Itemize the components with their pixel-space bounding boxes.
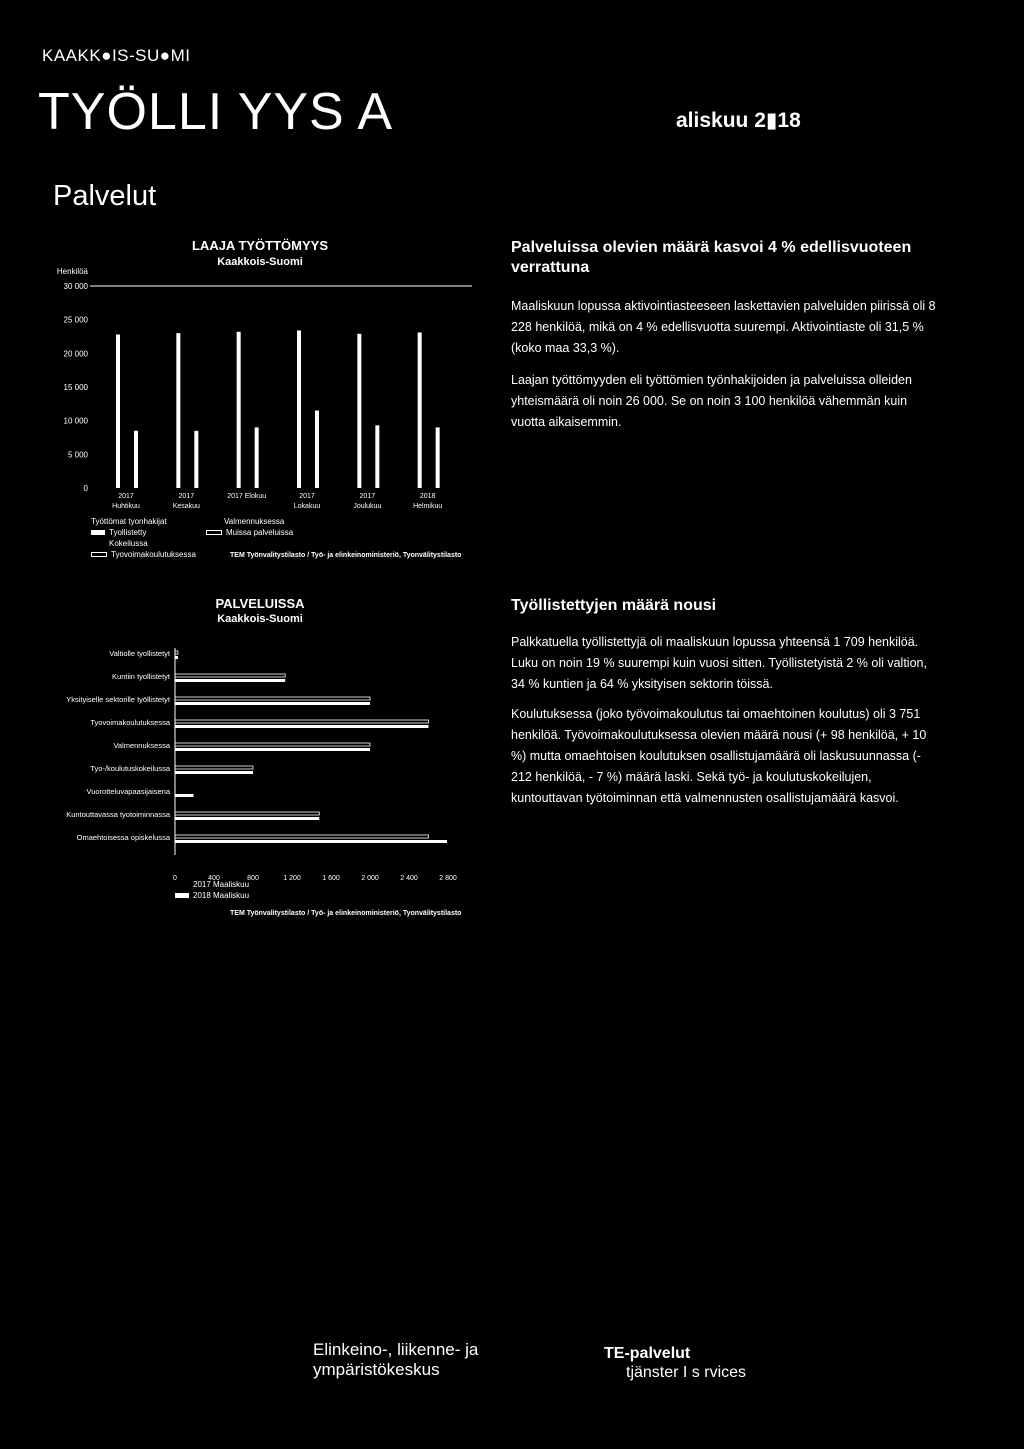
chart2-bar-2017 bbox=[175, 835, 429, 838]
chart1-bar bbox=[176, 333, 180, 488]
chart1-x-tick-label: Kesakuu bbox=[172, 503, 200, 510]
period-label: aliskuu 2▮18 bbox=[676, 109, 801, 132]
chart2-x-tick-label: 0 bbox=[173, 875, 177, 882]
chart2-x-tick-label: 1 600 bbox=[322, 875, 340, 882]
legend-item-training: Tyovoimakoulutuksessa bbox=[91, 549, 211, 560]
chart2-category-label: Yksityiselle sektorille työllistetyt bbox=[66, 695, 170, 704]
text2-paragraph-1: Palkkatuella työllistettyjä oli maaliskuun lopussa yhteensä 1 709 henkilöä. Luku on noin 19 % suurempi kuin vuosi sitten. Työllistetyistä 2 % oli valtion, 34 % kuntien ja 64 % yksityisen sektorin töissä. bbox=[511, 635, 927, 691]
text2-heading: Työllistettyjen määrä nousi bbox=[511, 597, 717, 614]
section-title: Palvelut bbox=[53, 180, 157, 212]
chart1-bar bbox=[255, 427, 259, 488]
chart1-bar bbox=[297, 330, 301, 488]
legend-item-2018: 2018 Maaliskuu bbox=[175, 890, 295, 901]
chart1-bar bbox=[375, 425, 379, 488]
ely-logo-line-2: ympäristökeskus bbox=[313, 1360, 440, 1379]
chart1-subtitle: Kaakkois-Suomi bbox=[217, 256, 303, 268]
chart1-y-unit: Henkilöä bbox=[56, 267, 88, 276]
chart1-y-tick-label: 15 000 bbox=[63, 383, 88, 392]
chart2-bar-2017 bbox=[175, 766, 253, 769]
chart2-title: PALVELUISSA bbox=[215, 596, 305, 611]
chart1-x-tick-label: 2017 bbox=[118, 493, 134, 500]
chart1-y-tick-label: 30 000 bbox=[63, 282, 88, 291]
chart1-bar bbox=[418, 332, 422, 488]
chart1-y-tick-label: 10 000 bbox=[63, 416, 88, 426]
te-logo-line-2: tjänster I s rvices bbox=[626, 1364, 747, 1381]
chart1-y-tick-label: 5 000 bbox=[67, 450, 88, 460]
chart1-bar bbox=[436, 427, 440, 488]
chart2-category-label: Valmennuksessa bbox=[113, 741, 170, 750]
chart2-bar-2017 bbox=[175, 674, 285, 677]
chart2-bar-2018 bbox=[175, 794, 194, 797]
chart2-x-tick-label: 2 400 bbox=[400, 875, 418, 882]
chart2-category-label: Omaehtoisessa opiskelussa bbox=[76, 833, 170, 842]
chart1-y-tick-label: 20 000 bbox=[63, 349, 88, 359]
legend-item-trial: Kokeilussa bbox=[109, 539, 148, 548]
chart2-bar-2017 bbox=[175, 720, 429, 723]
chart1-legend-right bbox=[206, 516, 326, 538]
chart1-title: LAAJA TYÖTTÖMYYS bbox=[191, 238, 329, 253]
text1-heading: Palveluissa olevien määrä kasvoi 4 % edellisvuoteen verrattuna bbox=[511, 239, 912, 276]
chart2-bar-2018 bbox=[175, 656, 178, 659]
chart2-bar-2018 bbox=[175, 840, 447, 843]
chart2-bar-2018 bbox=[175, 702, 370, 705]
chart1-svg bbox=[40, 262, 490, 522]
chart1-legend-left bbox=[91, 516, 211, 560]
chart1-bar bbox=[134, 431, 138, 488]
text1-paragraph-1: Maaliskuun lopussa aktivointiasteeseen laskettavien palveluiden piirissä oli 8 228 henkilöä, mikä on 4 % edellisvuotta suurempi. Aktivointiaste oli 31,5 % (koko maa 33,3 %). bbox=[511, 299, 936, 355]
ely-centre-logo bbox=[313, 1340, 478, 1380]
legend-swatch-open bbox=[91, 552, 107, 557]
chart1-bar bbox=[237, 332, 241, 488]
chart1-bar bbox=[116, 334, 120, 488]
chart2-x-tick-label: 400 bbox=[208, 875, 220, 882]
chart2-bar-2018 bbox=[175, 817, 319, 820]
chart1-bar bbox=[315, 411, 319, 488]
chart2-bar-2018 bbox=[175, 679, 285, 682]
chart1-x-tick-label: 2018 bbox=[419, 493, 436, 500]
chart1-x-tick-label: Lokakuu bbox=[293, 503, 321, 510]
chart1-x-tick-label: Helmikuu bbox=[413, 503, 443, 510]
chart2-x-tick-label: 2 800 bbox=[439, 875, 457, 882]
chart2-x-tick-label: 2 000 bbox=[361, 875, 379, 882]
chart2-category-label: Tyo-/koulutuskokeilussa bbox=[90, 764, 170, 773]
chart1-bar bbox=[357, 334, 361, 488]
chart2-bar-2017 bbox=[175, 697, 370, 700]
chart1-x-tick-label: Joulukuu bbox=[353, 503, 382, 510]
legend-item-unemployed: Työttömat tyonhakijat bbox=[91, 517, 167, 526]
legend-item-other-services: Muissa palveluissa bbox=[206, 527, 326, 538]
chart2-svg bbox=[30, 638, 490, 882]
chart1-y-tick-label: 25 000 bbox=[63, 315, 88, 325]
chart1-y-tick-label: 0 bbox=[83, 484, 88, 493]
chart2-x-tick-label: 800 bbox=[247, 875, 259, 882]
page-title: TYÖLLI YYS A bbox=[38, 83, 394, 141]
chart1-bar bbox=[194, 431, 198, 488]
chart2-bar-2017 bbox=[175, 743, 370, 746]
chart1-x-tick-label: 2017 bbox=[359, 493, 376, 500]
legend-item-employed: Tyollistetty bbox=[91, 527, 211, 538]
legend-item-coaching: Valmennuksessa bbox=[224, 517, 285, 526]
chart2-x-tick-label: 1 200 bbox=[283, 875, 301, 882]
chart2-bar-2018 bbox=[175, 771, 253, 774]
chart2-bar-2018 bbox=[175, 725, 429, 728]
legend-swatch-filled bbox=[91, 530, 105, 535]
te-logo-line-1: TE-palvelut bbox=[604, 1345, 691, 1362]
chart1-x-tick-label: 2017 bbox=[178, 493, 195, 500]
ely-logo-line-1: Elinkeino-, liikenne- ja bbox=[313, 1340, 479, 1359]
chart2-source: TEM Työnvalitystilasto / Työ- ja elinkeinoministeriö, Tyonvälitystilasto bbox=[230, 910, 462, 917]
chart2-legend bbox=[175, 879, 295, 901]
text2-paragraph-2: Koulutuksessa (joko työvoimakoulutus tai omaehtoinen koulutus) oli 3 751 henkilöä. Työvoimakoulutuksessa olevien määrä nousi (+ 98 henkilöä, + 10 %) mutta omaehtoisen koulutuksen osallistujamäärä oli laskusuunnassa (- 212 henkilöä, - 7 %) määrä laski. Sekä työ- ja koulutuskokeilujen, kuntouttavan työtoiminnan että valmennusten osallistujamäärä kasvoi. bbox=[511, 707, 927, 805]
legend-item-2017: 2017 Maaliskuu bbox=[193, 880, 250, 889]
chart1-x-tick-label: Huhtikuu bbox=[112, 503, 140, 510]
chart2-bar-2018 bbox=[175, 748, 370, 751]
chart2-category-label: Kuntouttavassa tyotoiminnassa bbox=[66, 810, 170, 819]
chart1-x-tick-label: 2017 bbox=[299, 493, 315, 500]
chart1-source: TEM Työnvalitystilasto / Työ- ja elinkeinoministeriö, Tyonvälitystilasto bbox=[230, 552, 462, 559]
chart2-category-label: Valtiolle tyollistetyt bbox=[109, 649, 170, 658]
legend-swatch-open bbox=[206, 530, 222, 535]
chart2-bar-2017 bbox=[175, 812, 319, 815]
chart2-subtitle: Kaakkois-Suomi bbox=[217, 613, 303, 625]
text1-paragraph-2: Laajan työttömyyden eli työttömien työnhakijoiden ja palveluissa olleiden yhteismäärä oli noin 26 000. Se on noin 3 100 henkilöä vähemmän kuin vuotta aikaisemmin. bbox=[511, 373, 912, 429]
legend-swatch-filled bbox=[175, 893, 189, 898]
chart1-x-tick-label: 2017 Elokuu bbox=[227, 493, 267, 500]
te-services-logo bbox=[604, 1344, 746, 1382]
chart2-category-label: Tyovoimakoulutuksessa bbox=[90, 718, 170, 727]
chart2-category-label: Vuorotteluvapaasijaisena bbox=[86, 787, 170, 796]
brand-name: KAAKK●IS-SU●MI bbox=[42, 46, 191, 65]
chart2-category-label: Kuntiin tyollistetyt bbox=[112, 672, 170, 681]
